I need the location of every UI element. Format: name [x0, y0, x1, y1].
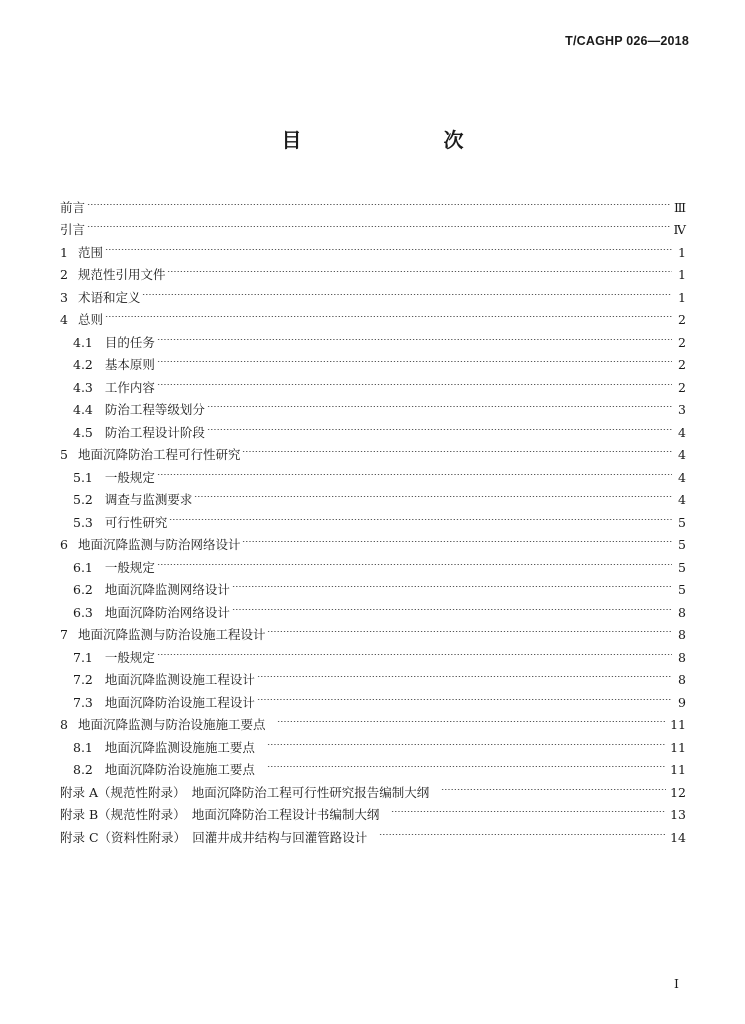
toc-entry-number: 4.2	[73, 357, 93, 372]
toc-dot-leader	[142, 279, 672, 302]
toc-dot-leader	[277, 707, 666, 730]
toc-entry-page: 4	[678, 492, 686, 507]
toc-dot-leader	[169, 504, 672, 527]
toc-entry-page: 11	[670, 739, 686, 755]
toc-entry-page: 8	[678, 672, 686, 687]
toc-entry-title: 范围	[77, 244, 103, 260]
toc-entry-title: 一般规定	[104, 649, 155, 665]
toc-entry-number: 8	[60, 717, 68, 732]
toc-entry-number: 4.1	[73, 334, 93, 350]
toc-dot-leader	[242, 527, 672, 550]
toc-entry-page: 5	[678, 537, 686, 552]
toc-entry[interactable]	[60, 302, 686, 325]
toc-entry-page: 8	[678, 627, 686, 642]
toc-entry-number: 5.2	[73, 492, 93, 507]
toc-entry-page: 4	[678, 469, 686, 485]
toc-entry-number: 5.1	[73, 469, 93, 485]
toc-entry-title: 调查与监测要求	[104, 492, 193, 507]
toc-entry-title: 目的任务	[104, 334, 155, 350]
toc-dot-leader	[167, 257, 672, 280]
toc-dot-leader	[267, 617, 672, 640]
toc-entry-number: 6.2	[73, 582, 93, 597]
toc-entry-title: 附录 B（规范性附录） 地面沉降防治工程设计书编制大纲	[60, 807, 380, 822]
toc-entry-number: 4	[60, 312, 68, 327]
toc-entry-title: 防治工程等级划分	[104, 402, 205, 417]
toc-entry-title: 规范性引用文件	[77, 267, 166, 282]
toc-entry-page: 2	[678, 334, 686, 350]
toc-entry-page: 4	[678, 447, 686, 462]
toc-dot-leader	[232, 594, 672, 617]
toc-entry-page: 1	[678, 267, 686, 282]
toc-entry-title: 工作内容	[104, 379, 155, 395]
toc-entry-page: 4	[678, 424, 686, 440]
toc-entry-title: 地面沉降监测与防治网络设计	[77, 537, 241, 552]
toc-entry-number: 4.4	[73, 402, 93, 417]
toc-entry-number: 2	[60, 267, 68, 282]
toc-entry-number: 7.2	[73, 672, 93, 687]
toc-entry[interactable]	[60, 279, 686, 305]
toc-entry[interactable]	[60, 324, 686, 350]
toc-entry-page: 13	[670, 807, 686, 822]
toc-entry[interactable]	[60, 189, 686, 215]
toc-dot-leader	[267, 752, 666, 775]
toc-entry-title: 防治工程设计阶段	[104, 424, 205, 440]
toc-entry-title: 基本原则	[104, 357, 155, 372]
toc-entry[interactable]	[60, 212, 686, 235]
toc-entry-title: 引言	[60, 222, 86, 237]
toc-dot-leader	[157, 369, 672, 392]
toc-dot-leader	[105, 302, 672, 325]
toc-entry-title: 一般规定	[104, 469, 155, 485]
toc-entry-number: 4.3	[73, 379, 93, 395]
toc-entry[interactable]	[60, 234, 686, 260]
toc-entry-page: Ⅲ	[673, 199, 686, 215]
toc-entry-page: 8	[678, 649, 686, 665]
table-of-contents	[60, 189, 686, 845]
toc-entry-title: 地面沉降监测与防治设施工程设计	[77, 627, 266, 642]
toc-entry-title: 地面沉降监测网络设计	[104, 582, 230, 597]
toc-entry-number: 8.1	[73, 739, 93, 755]
toc-entry-title: 可行性研究	[104, 514, 168, 530]
toc-entry-title: 术语和定义	[77, 289, 141, 305]
toc-dot-leader	[257, 662, 672, 685]
toc-entry-page: 12	[670, 784, 686, 800]
toc-entry-number: 5	[60, 447, 68, 462]
toc-entry-number: 4.5	[73, 424, 93, 440]
toc-entry-number: 1	[60, 244, 68, 260]
toc-entry-number: 7.1	[73, 649, 93, 665]
toc-entry-page: 3	[678, 402, 686, 417]
toc-entry-number: 6.3	[73, 604, 93, 620]
toc-entry-title: 地面沉降防治设施施工要点	[104, 762, 255, 777]
toc-dot-leader	[232, 572, 672, 595]
toc-entry-page: 1	[678, 244, 686, 260]
toc-dot-leader	[207, 392, 672, 415]
toc-entry-page: 9	[678, 694, 686, 710]
toc-entry-title: 地面沉降防治网络设计	[104, 604, 230, 620]
toc-dot-leader	[194, 482, 672, 505]
toc-dot-leader	[105, 234, 672, 257]
toc-dot-leader	[157, 459, 672, 482]
page-title: 目 次	[281, 128, 498, 152]
toc-dot-leader	[157, 549, 672, 572]
toc-entry[interactable]	[60, 257, 686, 280]
toc-dot-leader	[257, 684, 672, 707]
toc-entry-title: 地面沉降监测设施工程设计	[104, 672, 255, 687]
toc-entry-page: 2	[678, 312, 686, 327]
toc-entry-number: 8.2	[73, 762, 93, 777]
toc-dot-leader	[267, 729, 666, 752]
toc-dot-leader	[207, 414, 672, 437]
toc-dot-leader	[242, 437, 672, 460]
toc-entry-page: 1	[678, 289, 686, 305]
toc-dot-leader	[157, 639, 672, 662]
toc-entry-page: 11	[670, 717, 686, 732]
toc-entry-page: 11	[670, 762, 686, 777]
toc-entry-title: 前言	[60, 199, 86, 215]
toc-dot-leader	[157, 324, 672, 347]
toc-entry-title: 地面沉降监测与防治设施施工要点	[77, 717, 266, 732]
toc-entry-number: 3	[60, 289, 68, 305]
toc-entry-number: 6.1	[73, 559, 93, 575]
toc-entry-title: 附录 C（资料性附录） 回灌井成井结构与回灌管路设计	[60, 829, 368, 845]
toc-entry-page: 5	[678, 559, 686, 575]
page-number: Ⅰ	[674, 976, 679, 991]
toc-dot-leader	[87, 189, 670, 212]
toc-entry-page: 2	[678, 379, 686, 395]
toc-entry-page: 5	[678, 514, 686, 530]
toc-entry-number: 7.3	[73, 694, 93, 710]
document-code: T/CAGHP 026—2018	[565, 34, 689, 48]
toc-entry-number: 5.3	[73, 514, 93, 530]
toc-entry-title: 附录 A（规范性附录） 地面沉降防治工程可行性研究报告编制大纲	[60, 784, 430, 800]
toc-entry-number: 7	[60, 627, 68, 642]
toc-entry-page: Ⅳ	[673, 222, 686, 237]
toc-entry-title: 地面沉降防治工程可行性研究	[77, 447, 241, 462]
toc-dot-leader	[391, 797, 666, 820]
toc-entry-number: 6	[60, 537, 68, 552]
toc-entry-title: 地面沉降监测设施施工要点	[104, 739, 255, 755]
toc-entry-title: 总则	[77, 312, 103, 327]
toc-dot-leader	[157, 347, 672, 370]
toc-entry-title: 一般规定	[104, 559, 155, 575]
toc-dot-leader	[379, 819, 666, 842]
toc-dot-leader	[87, 212, 669, 235]
toc-entry-page: 2	[678, 357, 686, 372]
toc-entry-page: 8	[678, 604, 686, 620]
toc-dot-leader	[441, 774, 666, 797]
toc-entry-title: 地面沉降防治设施工程设计	[104, 694, 255, 710]
toc-entry-page: 14	[670, 829, 686, 845]
toc-entry-page: 5	[678, 582, 686, 597]
